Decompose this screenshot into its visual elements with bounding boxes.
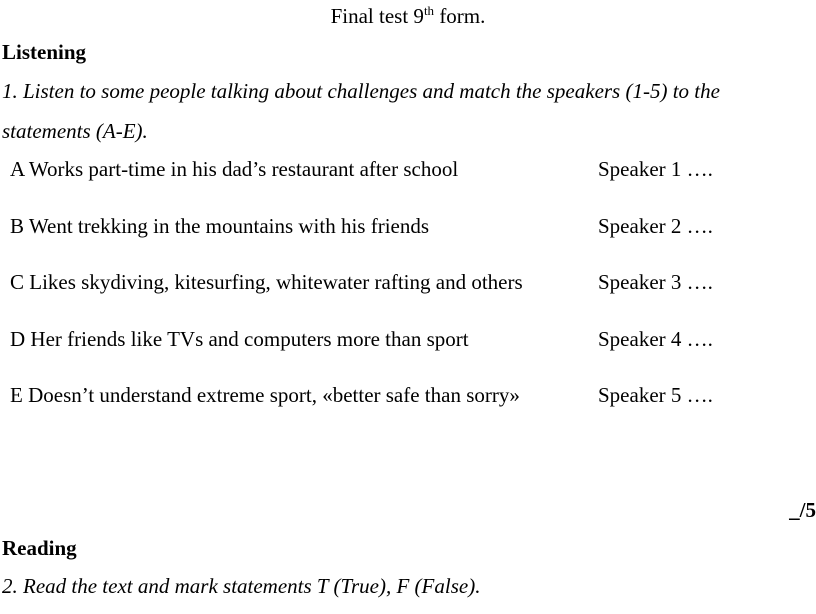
speaker-5-answer: Speaker 5 …. bbox=[598, 383, 713, 407]
speaker-1-answer: Speaker 1 …. bbox=[598, 157, 713, 181]
statement-c: C Likes skydiving, kitesurfing, whitewater rafting and others bbox=[10, 270, 523, 294]
speaker-4-answer: Speaker 4 …. bbox=[598, 327, 713, 351]
title-superscript: th bbox=[423, 3, 435, 18]
reading-heading: Reading bbox=[2, 536, 77, 560]
statement-e: E Doesn’t understand extreme sport, «better safe than sorry» bbox=[10, 383, 520, 407]
listening-task-line1: 1. Listen to some people talking about challenges and match the speakers (1-5) to the bbox=[2, 79, 720, 103]
statement-d: D Her friends like TVs and computers more than sport bbox=[10, 327, 469, 351]
listening-heading: Listening bbox=[2, 40, 87, 64]
statement-a: A Works part-time in his dad’s restaurant after school bbox=[10, 157, 459, 181]
listening-score: _/5 bbox=[789, 498, 816, 522]
listening-task-line2: statements (A-E). bbox=[2, 119, 148, 143]
page-title bbox=[0, 3, 816, 28]
speaker-3-answer: Speaker 3 …. bbox=[598, 270, 713, 294]
speaker-2-answer: Speaker 2 …. bbox=[598, 214, 713, 238]
reading-task-line1: 2. Read the text and mark statements T (True), F (False). bbox=[2, 574, 481, 598]
title-end: form. bbox=[434, 4, 486, 28]
statement-b: B Went trekking in the mountains with his friends bbox=[10, 214, 430, 238]
title-main: Final test 9 bbox=[330, 4, 424, 28]
